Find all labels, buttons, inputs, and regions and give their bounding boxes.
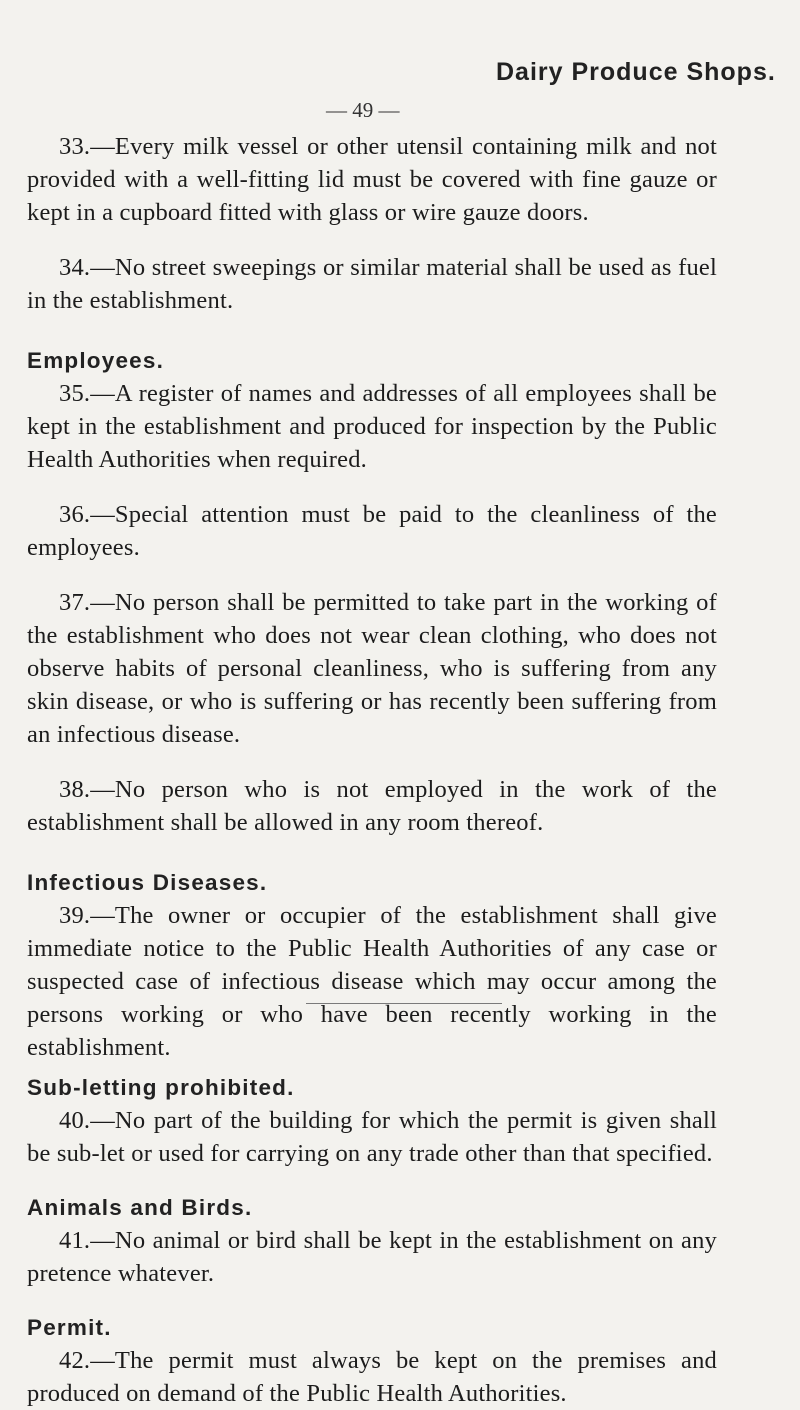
paragraph-35-text: 35.—A register of names and addresses of all employees shall be kept in the establishment and produced for inspection by the Public Health Authorities when required. [27, 380, 717, 473]
end-rule [306, 1003, 502, 1004]
paragraph-35 [27, 377, 717, 476]
page-number: — 49 — [326, 98, 400, 122]
paragraph-34-text: 34.—No street sweepings or similar material shall be used as fuel in the establishment. [27, 254, 717, 314]
section-heading-animals-and-birds: Animals and Birds. [27, 1195, 253, 1220]
paragraph-36-text: 36.—Special attention must be paid to the cleanliness of the employees. [27, 501, 717, 561]
document-body [27, 130, 717, 1410]
paragraph-38 [27, 773, 717, 839]
paragraph-39-text: 39.—The owner or occupier of the establishment shall give immediate notice to the Public Health Authorities of any case or suspected case of infectious disease which may occur among the persons working or who have been recently working in the establishment. [27, 902, 717, 1061]
paragraph-36 [27, 498, 717, 564]
section-heading-employees: Employees. [27, 348, 165, 373]
paragraph-41-text: 41.—No animal or bird shall be kept in the establishment on any pretence whatever. [27, 1227, 717, 1287]
section-heading-permit: Permit. [27, 1315, 112, 1340]
paragraph-34 [27, 251, 717, 317]
section-heading-sub-letting: Sub-letting prohibited. [27, 1075, 295, 1100]
paragraph-39 [27, 899, 717, 1064]
paragraph-42-text: 42.—The permit must always be kept on the premises and produced on demand of the Public Health Authorities. [27, 1347, 717, 1407]
paragraph-37-text: 37.—No person shall be permitted to take part in the working of the establishment who does not wear clean clothing, who does not observe habits of personal cleanliness, who is suffering from any skin disease, or who is suffering or has recently been suffering from an infectious disease. [27, 589, 717, 748]
paragraph-41 [27, 1224, 717, 1290]
paragraph-33-text: 33.—Every milk vessel or other utensil containing milk and not provided with a well-fitting lid must be covered with fine gauze or kept in a cupboard fitted with glass or wire gauze doors. [27, 133, 717, 226]
paragraph-40-text: 40.—No part of the building for which the permit is given shall be sub-let or used for carrying on any trade other than that specified. [27, 1107, 717, 1167]
paragraph-37 [27, 586, 717, 751]
section-heading-infectious-diseases: Infectious Diseases. [27, 870, 268, 895]
paragraph-42 [27, 1344, 717, 1410]
paragraph-40 [27, 1104, 717, 1170]
paragraph-38-text: 38.—No person who is not employed in the work of the establishment shall be allowed in any room thereof. [27, 776, 717, 836]
paragraph-33 [27, 130, 717, 229]
running-head: Dairy Produce Shops. [496, 58, 776, 86]
